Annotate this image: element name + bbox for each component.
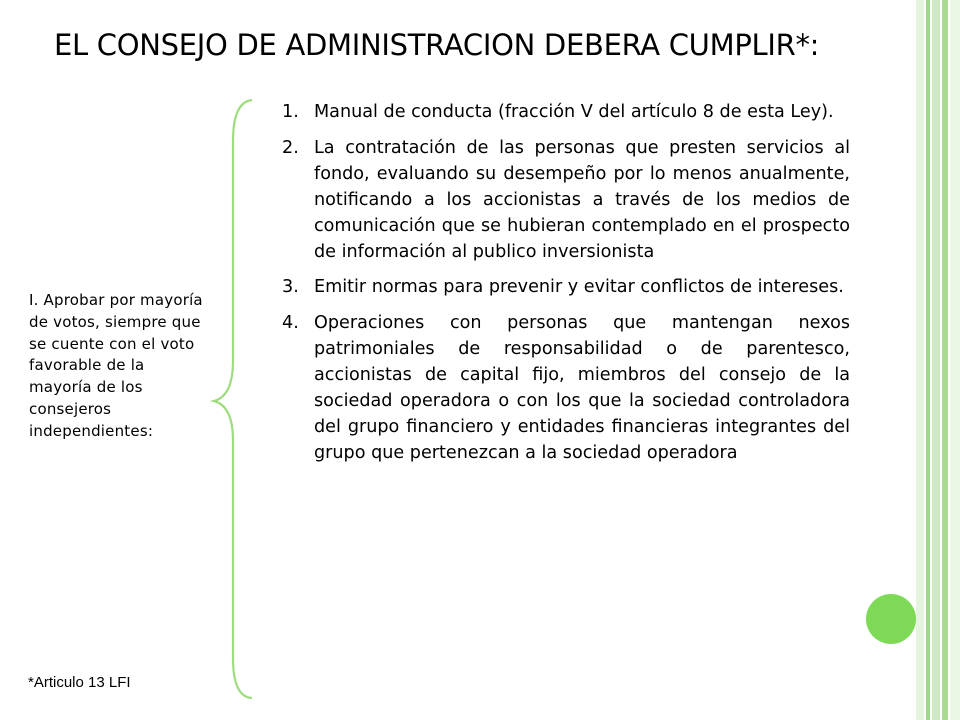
decorative-green-circle xyxy=(866,594,916,644)
decorative-side-stripes xyxy=(916,0,960,720)
brace-path xyxy=(214,100,252,698)
list-item xyxy=(272,100,850,126)
stripe xyxy=(932,0,940,720)
approval-condition-text: I. Aprobar por mayoría de votos, siempre que se cuente con el voto favorable de la mayoría de los consejeros independientes: xyxy=(29,291,203,440)
stripe xyxy=(942,0,948,720)
list-item xyxy=(272,275,850,301)
item-text: Operaciones con personas que mantengan nexos patrimoniales de responsabilidad o de parentesco, accionistas de capital fijo, miembros del consejo de la sociedad operadora o con los que la sociedad controladora del grupo financiero y entidades financieras integrantes del grupo que pertenezcan a la sociedad operadora xyxy=(314,313,850,463)
item-number: 4. xyxy=(282,313,299,334)
slide-title: EL CONSEJO DE ADMINISTRACION DEBERA CUMPLIR*: xyxy=(54,28,820,62)
stripe xyxy=(950,0,960,720)
item-text: La contratación de las personas que presten servicios al fondo, evaluando su desempeño por lo menos anualmente, notificando a los accionistas a través de los medios de comunicación que se hubieran contemplado en el prospecto de información al publico inversionista xyxy=(314,137,850,262)
item-text: Manual de conducta (fracción V del artículo 8 de esta Ley). xyxy=(314,102,834,122)
footnote: *Articulo 13 LFI xyxy=(28,674,131,691)
item-text: Emitir normas para prevenir y evitar conflictos de intereses. xyxy=(314,277,844,298)
list-item xyxy=(272,136,850,266)
list-item xyxy=(272,311,850,466)
item-number: 2. xyxy=(282,137,299,158)
obligations-list xyxy=(272,100,850,477)
stripe xyxy=(916,0,924,720)
stripe xyxy=(926,0,930,720)
curly-brace xyxy=(208,96,258,702)
item-number: 1. xyxy=(282,102,299,122)
item-number: 3. xyxy=(282,277,299,298)
